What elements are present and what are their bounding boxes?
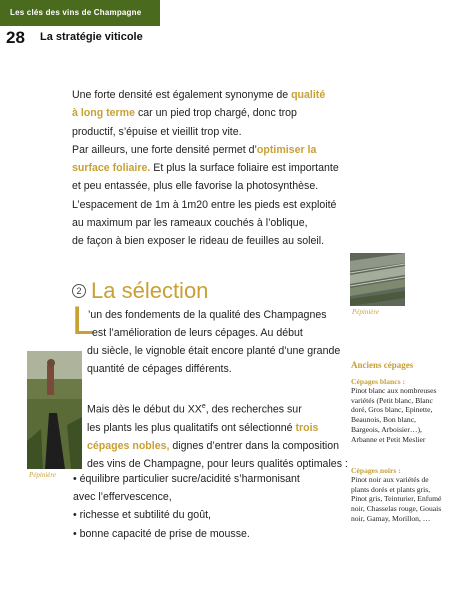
list-item: • équilibre particulier sucre/acidité s’harmonisant bbox=[73, 473, 300, 485]
section-line: dignes d’entrer dans la composition bbox=[169, 440, 340, 453]
drop-cap: L bbox=[72, 299, 95, 343]
highlight-trois: trois bbox=[295, 421, 319, 434]
section-line: , des recherches sur bbox=[205, 403, 302, 416]
sidebar-text-black: Pinot noir aux variétés de plants dorés et plants gris, Pinot gris, Teinturier, Enfumé noir, Chasselas rouge, Gouais noir, Gamay, Morillon, … bbox=[351, 475, 442, 523]
section-line: du siècle, le vignoble était encore planté d’une grande bbox=[87, 345, 341, 357]
series-title: Les clés des vins de Champagne bbox=[10, 8, 142, 17]
nursery-photo-left-image bbox=[27, 351, 82, 469]
photo-caption-left: Pépinière bbox=[29, 471, 56, 479]
sidebar-title: Anciens cépages bbox=[351, 360, 414, 370]
section-line: Mais dès le début du XX bbox=[87, 403, 202, 416]
header-bar bbox=[0, 0, 160, 26]
intro-text: de façon à bien exposer le rideau de feuilles au soleil. bbox=[72, 235, 325, 248]
list-item-continued: avec l’effervescence, bbox=[73, 491, 172, 504]
chapter-title: La stratégie viticole bbox=[40, 31, 143, 43]
sidebar-heading-black: Cépages noirs : bbox=[351, 466, 401, 475]
intro-text: Une forte densité est également synonyme de bbox=[72, 89, 292, 101]
list-item: • richesse et subtilité du goût, bbox=[73, 509, 211, 522]
nursery-photo-left bbox=[27, 351, 82, 469]
section-line: est l’amélioration de leurs cépages. Au début bbox=[92, 327, 303, 339]
highlight-optimiser: optimiser la bbox=[256, 143, 317, 156]
highlight-long-terme: à long terme bbox=[72, 107, 135, 120]
intro-text: et peu entassée, plus elle favorise la photosynthèse. bbox=[72, 180, 319, 193]
nursery-photo-top bbox=[350, 253, 405, 306]
section-line: quantité de cépages différents. bbox=[87, 363, 232, 376]
photo-caption-top: Pépinière bbox=[352, 308, 379, 316]
highlight-cepages-nobles: cépages nobles, bbox=[87, 440, 170, 453]
section-paragraph-1 bbox=[87, 342, 352, 378]
intro-text: productif, s’épuise et vieillit trop vite. bbox=[72, 125, 242, 138]
nursery-photo-top-image bbox=[350, 253, 405, 306]
intro-text: Par ailleurs, une forte densité permet d’ bbox=[72, 143, 257, 156]
section-line: des vins de Champagne, pour leurs qualités optimales : bbox=[87, 458, 348, 471]
list-item: • bonne capacité de prise de mousse. bbox=[73, 527, 250, 540]
highlight-qualite: qualité bbox=[291, 89, 326, 101]
section-number: 2 bbox=[72, 284, 86, 298]
intro-text: car un pied trop chargé, donc trop bbox=[135, 107, 297, 120]
intro-text: Et plus la surface foliaire est importante bbox=[150, 162, 339, 175]
section-paragraph-2 bbox=[87, 398, 352, 474]
section-line: ’un des fondements de la qualité des Champagnes bbox=[88, 309, 327, 321]
section-line: les plants les plus qualitatifs ont sélectionné bbox=[87, 421, 296, 434]
intro-paragraph bbox=[72, 86, 357, 251]
highlight-surface: surface foliaire. bbox=[72, 162, 151, 175]
page-number: 28 bbox=[6, 28, 25, 47]
intro-text: L’espacement de 1m à 1m20 entre les pieds est exploité bbox=[72, 198, 337, 211]
qualities-list bbox=[73, 470, 353, 543]
sidebar-text-white: Pinot blanc aux nombreuses variétés (Petit blanc, Blanc doré, Gros blanc, Epinette, Beaunois, Bon blanc, Bargeois, Arboisier…), Arbanne et Petit Meslier bbox=[351, 386, 437, 444]
superscript: e bbox=[201, 403, 206, 410]
intro-text: au maximum par les rameaux couchés à l’oblique, bbox=[72, 217, 308, 230]
sidebar-heading-white: Cépages blancs : bbox=[351, 377, 406, 386]
section-title: La sélection bbox=[91, 278, 209, 303]
